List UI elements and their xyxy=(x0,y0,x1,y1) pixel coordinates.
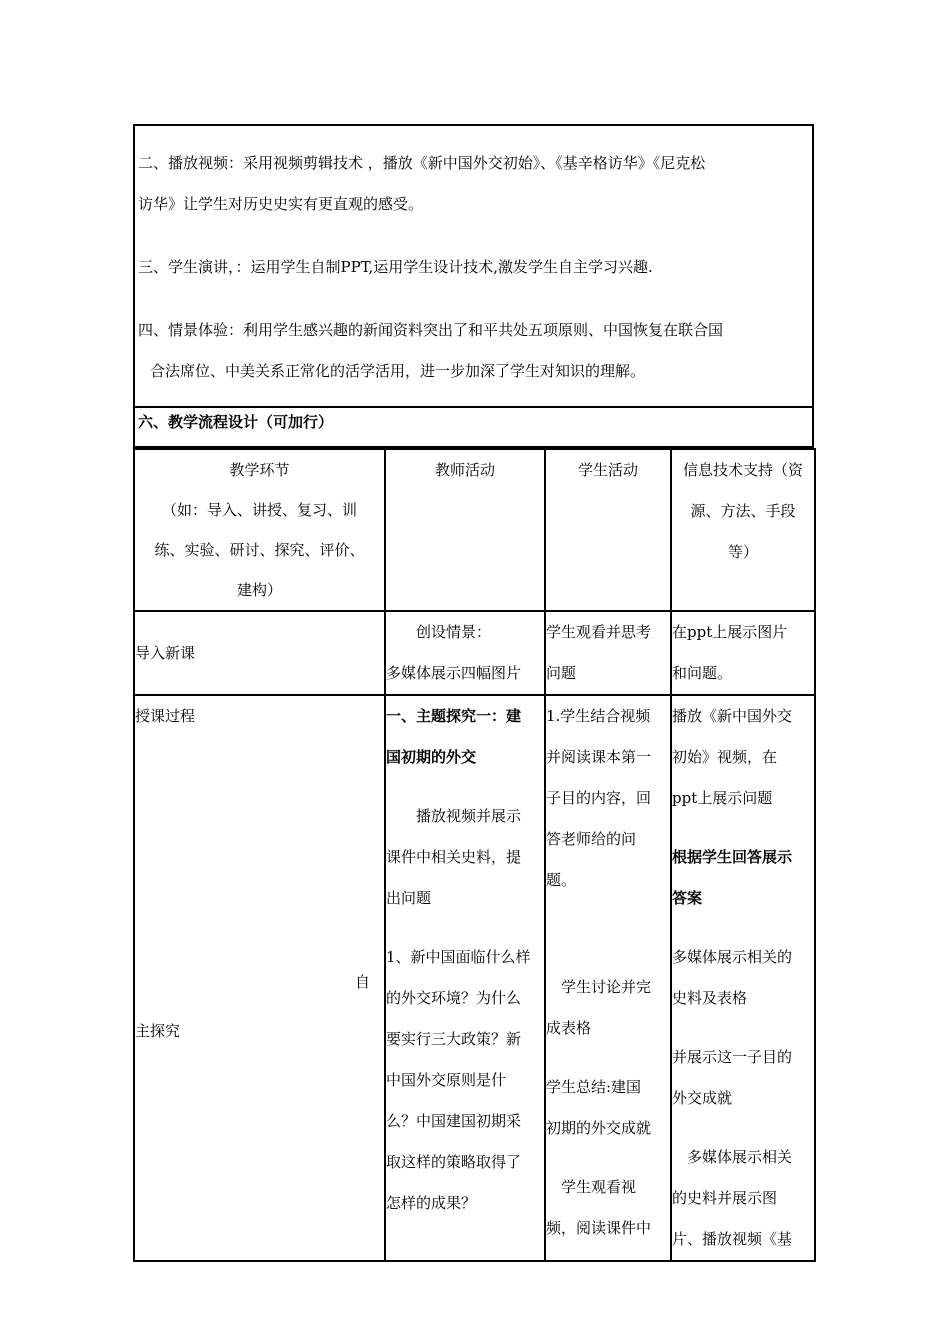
section-title: 六、教学流程设计（可加行） xyxy=(133,408,814,448)
teacher-line-2: 课件中相关史料，提 xyxy=(386,848,522,866)
question-line-1: 1、新中国面临什么样 xyxy=(386,948,531,966)
table-row xyxy=(134,695,815,1261)
student-a-line-3: 子目的内容，回 xyxy=(546,789,652,807)
question-line-7: 怎样的成果？ xyxy=(386,1194,477,1212)
it-e-line-3: 片、播放视频《基 xyxy=(672,1230,793,1248)
para-2-line-1: 二、播放视频：采用视频剪辑技术 ，播放《新中国外交初始》、《基辛格访华》《尼克松 xyxy=(138,154,706,172)
para-4-line-1: 四、情景体验：利用学生感兴趣的新闻资料突出了和平共处五项原则、中国恢复在联合国 xyxy=(138,321,724,339)
row1-stage-text: 导入新课 xyxy=(135,643,196,662)
row2-stage-bottom: 主探究 xyxy=(135,1022,181,1040)
header-student-activity: 学生活动 xyxy=(545,449,671,611)
question-line-5: 么？中国建国初期采 xyxy=(386,1112,522,1130)
header-teaching-stage xyxy=(134,449,385,611)
question-line-2: 的外交环境？为什么 xyxy=(386,989,522,1007)
student-c-line-1: 学生总结:建国 xyxy=(546,1078,642,1096)
student-a-line-4: 答老师给的问 xyxy=(546,830,637,848)
para-4-line-2: 合法席位、中美关系正常化的活学活用，进一步加深了学生对知识的理解。 xyxy=(150,362,646,380)
row1-it-line-1: 在ppt上展示图片 xyxy=(672,623,788,641)
it-b-line-1: 根据学生回答展示 xyxy=(672,848,793,866)
row2-student xyxy=(545,695,671,1261)
row2-stage xyxy=(134,695,385,1261)
teacher-line-1: 播放视频并展示 xyxy=(416,807,522,825)
it-c-line-1: 多媒体展示相关的 xyxy=(672,948,793,966)
student-c-line-2: 初期的外交成就 xyxy=(546,1119,652,1137)
row2-teacher xyxy=(385,695,545,1261)
row2-stage-mid: 自 xyxy=(354,973,370,991)
topic-title-line-1: 一、主题探究一：建 xyxy=(386,707,522,725)
student-b-line-2: 成表格 xyxy=(546,1019,592,1037)
row2-stage-top: 授课过程 xyxy=(135,707,196,725)
student-d-line-2: 频，阅读课件中 xyxy=(546,1219,652,1237)
header-stage-line-4: 建构） xyxy=(236,581,282,599)
table-header-row xyxy=(134,449,815,611)
row1-stage xyxy=(134,611,385,695)
method-paragraphs xyxy=(133,124,814,408)
question-line-4: 中国外交原则是什 xyxy=(386,1071,507,1089)
row1-it-line-2: 和问题。 xyxy=(672,664,733,682)
question-line-6: 取这样的策略取得了 xyxy=(386,1153,522,1171)
it-a-line-3: ppt上展示问题 xyxy=(672,789,773,807)
header-it-support xyxy=(671,449,815,611)
header-it-line-3: 等） xyxy=(727,543,758,561)
student-a-line-2: 并阅读课本第一 xyxy=(546,748,652,766)
it-a-line-1: 播放《新中国外交 xyxy=(672,707,793,725)
student-a-line-5: 题。 xyxy=(546,871,577,889)
it-a-line-2: 初始》视频，在 xyxy=(672,748,778,766)
row1-student-line-1: 学生观看并思考 xyxy=(546,623,652,641)
document-body xyxy=(133,124,814,1262)
row1-teacher-line-2: 多媒体展示四幅图片 xyxy=(386,664,522,682)
it-d-line-2: 外交成就 xyxy=(672,1089,733,1107)
header-stage-line-2: （如：导入、讲授、复习、训 xyxy=(161,501,357,519)
it-d-line-1: 并展示这一子目的 xyxy=(672,1048,793,1066)
teacher-line-3: 出问题 xyxy=(386,889,432,907)
row1-teacher xyxy=(385,611,545,695)
row2-it xyxy=(671,695,815,1261)
header-stage-line-1: 教学环节 xyxy=(229,461,290,479)
it-b-line-2: 答案 xyxy=(672,889,703,907)
it-e-line-2: 的史料并展示图 xyxy=(672,1189,778,1207)
table-row xyxy=(134,611,815,695)
row1-student-line-2: 问题 xyxy=(546,664,577,682)
header-teacher-activity: 教师活动 xyxy=(385,449,545,611)
it-e-line-1: 多媒体展示相关 xyxy=(687,1148,793,1166)
student-a-line-1: 1.学生结合视频 xyxy=(546,707,651,725)
topic-title-line-2: 国初期的外交 xyxy=(386,748,477,766)
row1-teacher-line-1: 创设情景： xyxy=(416,623,492,641)
it-c-line-2: 史料及表格 xyxy=(672,989,748,1007)
row1-student xyxy=(545,611,671,695)
row1-it xyxy=(671,611,815,695)
teaching-flow-table xyxy=(133,448,816,1262)
student-d-line-1: 学生观看视 xyxy=(561,1178,637,1196)
header-it-line-2: 源、方法、手段 xyxy=(690,502,796,520)
header-stage-line-3: 练、实验、研讨、探究、评价、 xyxy=(154,541,365,559)
question-line-3: 要实行三大政策？新 xyxy=(386,1030,522,1048)
para-2-line-2: 访华》让学生对历史史实有更直观的感受。 xyxy=(138,195,424,213)
para-3: 三、学生演讲，：运用学生自制PPT,运用学生设计技术,激发学生自主学习兴趣. xyxy=(138,258,653,276)
header-it-line-1: 信息技术支持（资 xyxy=(682,461,803,479)
student-b-line-1: 学生讨论并完 xyxy=(561,978,652,996)
